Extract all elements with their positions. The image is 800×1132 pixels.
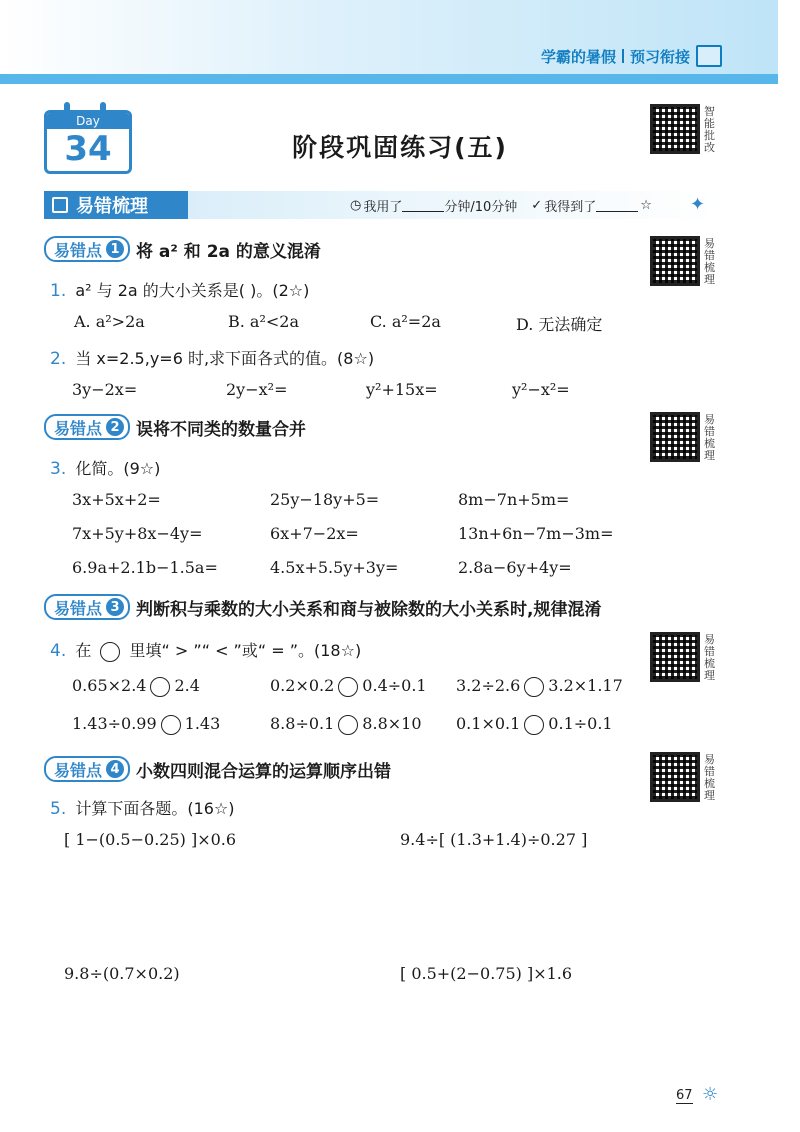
brand-subtitle: 预习衔接 [629,47,690,66]
question-number: 3. [50,459,67,479]
expression: y²+15x= [366,380,438,399]
mistake-point-3 [44,594,601,620]
compare-circle[interactable] [524,715,544,735]
timer-used: 我用了 [363,200,403,215]
list-icon [52,197,68,213]
expression: 7x+5y+8x−4y= [72,524,203,543]
calculation: [ 0.5+(2−0.75) ]×1.6 [400,964,573,983]
header-strip [0,74,778,84]
qr-label: 易错梳理 [704,237,715,286]
expression: 3x+5x+2= [72,490,161,509]
question-text: a² 与 2a 的大小关系是( )。(2☆) [75,281,310,300]
expression: 8m−7n+5m= [458,490,570,509]
expression: y²−x²= [512,380,570,399]
qr-code[interactable] [650,236,700,286]
expression: 13n+6n−7m−3m= [458,524,614,543]
clock-icon: ◷ [350,198,362,213]
mistake-tag: 易错点 3 [44,594,130,620]
question-5 [50,796,235,819]
expression: 2y−x²= [226,380,288,399]
qr-label: 易错梳理 [704,633,715,682]
qr-label: 易错梳理 [704,753,715,802]
qr-code[interactable] [650,632,700,682]
mistake-text: 将 a² 和 2a 的意义混淆 [136,241,321,262]
day-label: Day [47,113,129,129]
page-number: 67 [676,1088,693,1103]
brand-title: 学霸的暑假 [540,47,616,66]
qr-label: 智能批改 [704,105,715,154]
check-icon: ✓ [531,198,543,213]
section-title: 易错梳理 [76,196,148,217]
compare-circle[interactable] [161,715,181,735]
mistake-text: 误将不同类的数量合并 [136,419,307,440]
question-number: 1. [50,281,67,301]
expression: 4.5x+5.5y+3y= [270,558,399,577]
expression: 2.8a−6y+4y= [458,558,572,577]
comparison: 0.65×2.4 2.4 [72,676,200,695]
question-text: 化简。(9☆) [75,459,161,478]
brand [541,44,722,68]
expression: 6.9a+2.1b−1.5a= [72,558,218,577]
comparison: 3.2÷2.6 3.2×1.17 [456,676,623,695]
section-header [44,191,188,219]
calculation: 9.8÷(0.7×0.2) [64,964,180,983]
question-number: 5. [50,799,67,819]
mistake-tag: 易错点 1 [44,236,130,262]
time-blank[interactable] [402,200,444,212]
circle-icon [100,642,120,662]
expression: 6x+7−2x= [270,524,359,543]
question-text-pre: 在 [75,641,92,660]
star-decoration-icon: ✦ [690,194,706,215]
calculation: [ 1−(0.5−0.25) ]×0.6 [64,830,237,849]
mistake-tag: 易错点 2 [44,414,130,440]
qr-label: 易错梳理 [704,413,715,462]
qr-code[interactable] [650,104,700,154]
sun-icon: ☼ [702,1084,719,1105]
question-2 [50,346,374,369]
question-3 [50,456,160,479]
star-mark: ☆ [640,198,652,213]
question-text: 计算下面各题。(16☆) [75,799,235,818]
mistake-text: 小数四则混合运算的运算顺序出错 [136,761,392,782]
question-number: 4. [50,641,67,661]
question-text-post: 里填“ > ”“ < ”或“ = ”。(18☆) [129,641,362,660]
star-blank[interactable] [596,200,638,212]
timer-row [350,196,652,215]
question-number: 2. [50,349,67,369]
comparison: 1.43÷0.99 1.43 [72,714,221,733]
brand-separator [622,49,624,63]
mistake-point-2 [44,414,306,440]
expression: 3y−2x= [72,380,138,399]
page-title: 阶段巩固练习(五) [292,133,508,162]
mistake-tag: 易错点 4 [44,756,130,782]
book-icon [696,45,722,67]
question-1 [50,278,309,301]
question-4 [50,638,361,662]
question-text: 当 x=2.5,y=6 时,求下面各式的值。(8☆) [75,349,375,368]
comparison: 8.8÷0.1 8.8×10 [270,714,422,733]
option-b: B. a²<2a [228,312,300,331]
option-d: D. 无法确定 [516,315,603,334]
option-a: A. a²>2a [74,312,145,331]
compare-circle[interactable] [524,677,544,697]
mistake-text: 判断积与乘数的大小关系和商与被除数的大小关系时,规律混淆 [136,599,602,620]
qr-code[interactable] [650,752,700,802]
mistake-point-1 [44,236,321,262]
calculation: 9.4÷[ (1.3+1.4)÷0.27 ] [400,830,588,849]
timer-unit: 分钟/10分钟 [444,200,518,215]
expression: 25y−18y+5= [270,490,380,509]
compare-circle[interactable] [338,715,358,735]
option-c: C. a²=2a [370,312,441,331]
got-label: 我得到了 [544,200,597,215]
comparison: 0.2×0.2 0.4÷0.1 [270,676,427,695]
comparison: 0.1×0.1 0.1÷0.1 [456,714,613,733]
mistake-point-4 [44,756,391,782]
qr-code[interactable] [650,412,700,462]
compare-circle[interactable] [338,677,358,697]
day-number: 34 [64,129,112,169]
compare-circle[interactable] [150,677,170,697]
page-edge [778,0,800,1132]
